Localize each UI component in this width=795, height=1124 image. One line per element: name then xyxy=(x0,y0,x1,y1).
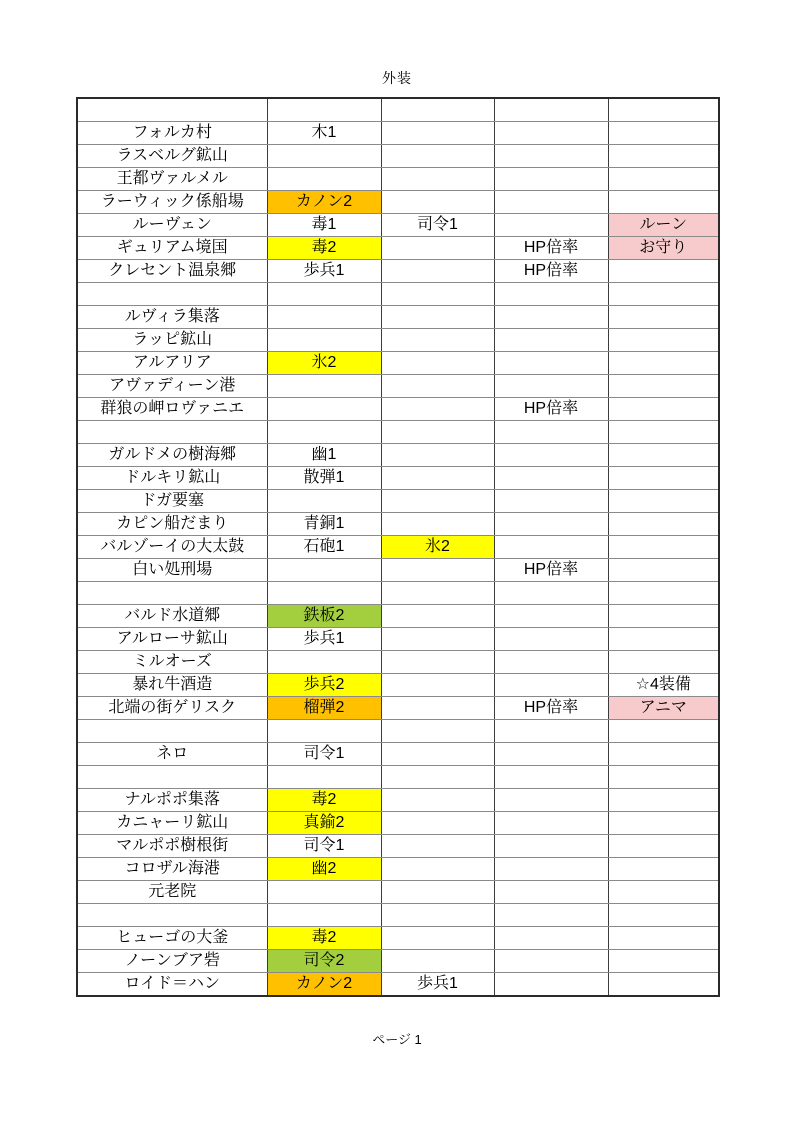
table-row xyxy=(77,651,719,674)
value-cell xyxy=(494,490,608,513)
location-cell: ラッピ鉱山 xyxy=(77,329,267,352)
value-cell: HP倍率 xyxy=(494,559,608,582)
value-cell xyxy=(381,306,494,329)
value-cell xyxy=(381,743,494,766)
table-row xyxy=(77,375,719,398)
value-cell xyxy=(608,628,719,651)
value-cell xyxy=(381,651,494,674)
value-cell xyxy=(494,145,608,168)
location-cell xyxy=(77,283,267,306)
value-cell xyxy=(381,582,494,605)
location-cell: フォルカ村 xyxy=(77,122,267,145)
location-cell: 群狼の岬ロヴァニエ xyxy=(77,398,267,421)
table-row xyxy=(77,605,719,628)
location-cell: マルポポ樹根街 xyxy=(77,835,267,858)
value-cell xyxy=(494,674,608,697)
value-cell xyxy=(381,720,494,743)
value-cell xyxy=(608,467,719,490)
value-cell xyxy=(381,490,494,513)
value-cell xyxy=(494,168,608,191)
value-cell xyxy=(267,98,381,122)
value-cell: HP倍率 xyxy=(494,237,608,260)
table-row xyxy=(77,237,719,260)
table-row xyxy=(77,789,719,812)
value-cell xyxy=(608,720,719,743)
value-cell xyxy=(494,536,608,559)
value-cell xyxy=(608,398,719,421)
location-cell: ミルオーズ xyxy=(77,651,267,674)
table-row xyxy=(77,697,719,720)
value-cell: HP倍率 xyxy=(494,697,608,720)
table-row xyxy=(77,766,719,789)
value-cell xyxy=(267,421,381,444)
value-cell xyxy=(608,835,719,858)
value-cell xyxy=(608,789,719,812)
value-cell: 氷2 xyxy=(381,536,494,559)
value-cell xyxy=(494,743,608,766)
value-cell xyxy=(267,766,381,789)
location-cell: バルド水道郷 xyxy=(77,605,267,628)
page-title: 外装 xyxy=(382,70,412,86)
value-cell xyxy=(494,973,608,997)
value-cell: 幽2 xyxy=(267,858,381,881)
value-cell: カノン2 xyxy=(267,191,381,214)
value-cell: 木1 xyxy=(267,122,381,145)
value-cell xyxy=(494,766,608,789)
table-row xyxy=(77,329,719,352)
value-cell xyxy=(608,168,719,191)
value-cell xyxy=(608,536,719,559)
table-row xyxy=(77,421,719,444)
location-cell: バルゾーイの大太鼓 xyxy=(77,536,267,559)
value-cell xyxy=(381,881,494,904)
value-cell xyxy=(381,950,494,973)
value-cell xyxy=(381,260,494,283)
value-cell xyxy=(494,352,608,375)
location-cell xyxy=(77,766,267,789)
value-cell xyxy=(381,927,494,950)
value-cell xyxy=(267,145,381,168)
table-row xyxy=(77,743,719,766)
location-cell: カニャーリ鉱山 xyxy=(77,812,267,835)
location-cell: ヒューゴの大釜 xyxy=(77,927,267,950)
location-cell xyxy=(77,720,267,743)
value-cell xyxy=(267,720,381,743)
value-cell xyxy=(381,628,494,651)
table-row xyxy=(77,214,719,237)
value-cell xyxy=(267,651,381,674)
location-cell: ルーヴェン xyxy=(77,214,267,237)
value-cell xyxy=(381,835,494,858)
table-row xyxy=(77,191,719,214)
location-cell: ナルポポ集落 xyxy=(77,789,267,812)
value-cell xyxy=(494,881,608,904)
value-cell xyxy=(494,513,608,536)
value-cell xyxy=(494,835,608,858)
value-cell xyxy=(381,283,494,306)
value-cell xyxy=(608,927,719,950)
value-cell: アニマ xyxy=(608,697,719,720)
table-row xyxy=(77,122,719,145)
location-cell xyxy=(77,582,267,605)
value-cell xyxy=(494,444,608,467)
location-cell: ロイド＝ハン xyxy=(77,973,267,997)
value-cell xyxy=(267,329,381,352)
table-row xyxy=(77,352,719,375)
table-row xyxy=(77,467,719,490)
value-cell xyxy=(381,858,494,881)
value-cell xyxy=(267,306,381,329)
value-cell: HP倍率 xyxy=(494,260,608,283)
value-cell xyxy=(494,582,608,605)
value-cell: 司令2 xyxy=(267,950,381,973)
value-cell xyxy=(267,904,381,927)
table-row xyxy=(77,168,719,191)
location-cell: 北端の街ゲリスク xyxy=(77,697,267,720)
value-cell xyxy=(381,605,494,628)
table-row xyxy=(77,973,719,997)
value-cell: 散弾1 xyxy=(267,467,381,490)
value-cell: 石砲1 xyxy=(267,536,381,559)
value-cell xyxy=(494,329,608,352)
table-row xyxy=(77,536,719,559)
value-cell xyxy=(381,467,494,490)
value-cell xyxy=(494,375,608,398)
value-cell: 司令1 xyxy=(267,743,381,766)
location-cell: 白い処刑場 xyxy=(77,559,267,582)
location-cell: ギュリアム境国 xyxy=(77,237,267,260)
table-row xyxy=(77,98,719,122)
value-cell xyxy=(267,582,381,605)
value-cell xyxy=(267,490,381,513)
table-body xyxy=(77,98,719,996)
value-cell xyxy=(608,904,719,927)
value-cell xyxy=(381,98,494,122)
value-cell xyxy=(494,605,608,628)
location-cell xyxy=(77,421,267,444)
value-cell xyxy=(608,352,719,375)
location-cell: ドルキリ鉱山 xyxy=(77,467,267,490)
location-cell: カピン船だまり xyxy=(77,513,267,536)
value-cell: 歩兵1 xyxy=(267,260,381,283)
table-row xyxy=(77,628,719,651)
value-cell xyxy=(608,605,719,628)
value-cell: カノン2 xyxy=(267,973,381,997)
location-cell: ドガ要塞 xyxy=(77,490,267,513)
location-cell: アヴァディーン港 xyxy=(77,375,267,398)
location-cell: ラスベルグ鉱山 xyxy=(77,145,267,168)
table-row xyxy=(77,513,719,536)
table-row xyxy=(77,927,719,950)
location-cell: 暴れ牛酒造 xyxy=(77,674,267,697)
value-cell: 榴弾2 xyxy=(267,697,381,720)
value-cell xyxy=(494,812,608,835)
value-cell xyxy=(267,283,381,306)
table-row xyxy=(77,812,719,835)
value-cell xyxy=(494,927,608,950)
value-cell: 毒2 xyxy=(267,789,381,812)
value-cell xyxy=(494,191,608,214)
value-cell: 真鍮2 xyxy=(267,812,381,835)
value-cell xyxy=(381,697,494,720)
value-cell xyxy=(381,168,494,191)
value-cell xyxy=(608,513,719,536)
location-cell: アルアリア xyxy=(77,352,267,375)
equipment-table xyxy=(76,97,720,997)
value-cell: HP倍率 xyxy=(494,398,608,421)
value-cell: 司令1 xyxy=(381,214,494,237)
value-cell: 毒1 xyxy=(267,214,381,237)
value-cell xyxy=(381,789,494,812)
value-cell: 氷2 xyxy=(267,352,381,375)
location-cell: ラーウィック係船場 xyxy=(77,191,267,214)
value-cell xyxy=(494,283,608,306)
location-cell: クレセント温泉郷 xyxy=(77,260,267,283)
value-cell xyxy=(267,559,381,582)
value-cell xyxy=(494,214,608,237)
table-row xyxy=(77,283,719,306)
value-cell xyxy=(608,490,719,513)
table-row xyxy=(77,950,719,973)
value-cell xyxy=(381,191,494,214)
value-cell xyxy=(608,812,719,835)
value-cell xyxy=(381,375,494,398)
location-cell: アルローサ鉱山 xyxy=(77,628,267,651)
value-cell xyxy=(267,375,381,398)
value-cell: 歩兵2 xyxy=(267,674,381,697)
location-cell: ネロ xyxy=(77,743,267,766)
location-cell: ノーンブア砦 xyxy=(77,950,267,973)
value-cell xyxy=(381,812,494,835)
value-cell xyxy=(608,260,719,283)
value-cell: お守り xyxy=(608,237,719,260)
value-cell xyxy=(608,743,719,766)
value-cell xyxy=(381,904,494,927)
location-cell xyxy=(77,98,267,122)
value-cell xyxy=(608,122,719,145)
table-row xyxy=(77,490,719,513)
value-cell xyxy=(608,858,719,881)
value-cell xyxy=(381,352,494,375)
value-cell: 毒2 xyxy=(267,927,381,950)
value-cell: 幽1 xyxy=(267,444,381,467)
value-cell xyxy=(267,168,381,191)
value-cell: 歩兵1 xyxy=(381,973,494,997)
table-row xyxy=(77,559,719,582)
table-row xyxy=(77,444,719,467)
value-cell: 青銅1 xyxy=(267,513,381,536)
location-cell: ガルドメの樹海郷 xyxy=(77,444,267,467)
value-cell xyxy=(267,398,381,421)
table-row xyxy=(77,674,719,697)
value-cell: 鉄板2 xyxy=(267,605,381,628)
value-cell xyxy=(608,973,719,997)
table-row xyxy=(77,582,719,605)
value-cell xyxy=(608,950,719,973)
value-cell xyxy=(494,628,608,651)
value-cell xyxy=(381,237,494,260)
table-row xyxy=(77,858,719,881)
value-cell xyxy=(494,467,608,490)
value-cell xyxy=(608,145,719,168)
value-cell xyxy=(381,329,494,352)
table-row xyxy=(77,835,719,858)
value-cell xyxy=(494,306,608,329)
table-row xyxy=(77,881,719,904)
value-cell xyxy=(381,766,494,789)
value-cell xyxy=(608,191,719,214)
value-cell xyxy=(608,444,719,467)
value-cell xyxy=(494,904,608,927)
location-cell: ルヴィラ集落 xyxy=(77,306,267,329)
value-cell: ☆4装備 xyxy=(608,674,719,697)
page-number: ページ 1 xyxy=(372,1032,422,1047)
table-row xyxy=(77,720,719,743)
value-cell xyxy=(381,674,494,697)
table-row xyxy=(77,145,719,168)
value-cell: ルーン xyxy=(608,214,719,237)
value-cell xyxy=(267,881,381,904)
value-cell xyxy=(381,444,494,467)
value-cell: 司令1 xyxy=(267,835,381,858)
table-row xyxy=(77,260,719,283)
value-cell xyxy=(608,651,719,674)
value-cell xyxy=(494,98,608,122)
value-cell xyxy=(494,789,608,812)
table-row xyxy=(77,398,719,421)
table-row xyxy=(77,904,719,927)
value-cell xyxy=(381,559,494,582)
value-cell xyxy=(381,145,494,168)
value-cell xyxy=(494,651,608,674)
value-cell xyxy=(608,559,719,582)
value-cell xyxy=(494,122,608,145)
value-cell xyxy=(494,858,608,881)
value-cell xyxy=(608,881,719,904)
value-cell xyxy=(381,513,494,536)
value-cell xyxy=(381,398,494,421)
value-cell: 歩兵1 xyxy=(267,628,381,651)
value-cell xyxy=(608,582,719,605)
location-cell xyxy=(77,904,267,927)
location-cell: 王都ヴァルメル xyxy=(77,168,267,191)
value-cell xyxy=(608,375,719,398)
value-cell xyxy=(381,122,494,145)
value-cell xyxy=(494,421,608,444)
location-cell: 元老院 xyxy=(77,881,267,904)
value-cell xyxy=(608,98,719,122)
value-cell xyxy=(608,421,719,444)
location-cell: コロザル海港 xyxy=(77,858,267,881)
table-row xyxy=(77,306,719,329)
value-cell xyxy=(381,421,494,444)
value-cell xyxy=(608,329,719,352)
value-cell xyxy=(494,720,608,743)
value-cell: 毒2 xyxy=(267,237,381,260)
value-cell xyxy=(608,283,719,306)
value-cell xyxy=(608,306,719,329)
value-cell xyxy=(494,950,608,973)
value-cell xyxy=(608,766,719,789)
